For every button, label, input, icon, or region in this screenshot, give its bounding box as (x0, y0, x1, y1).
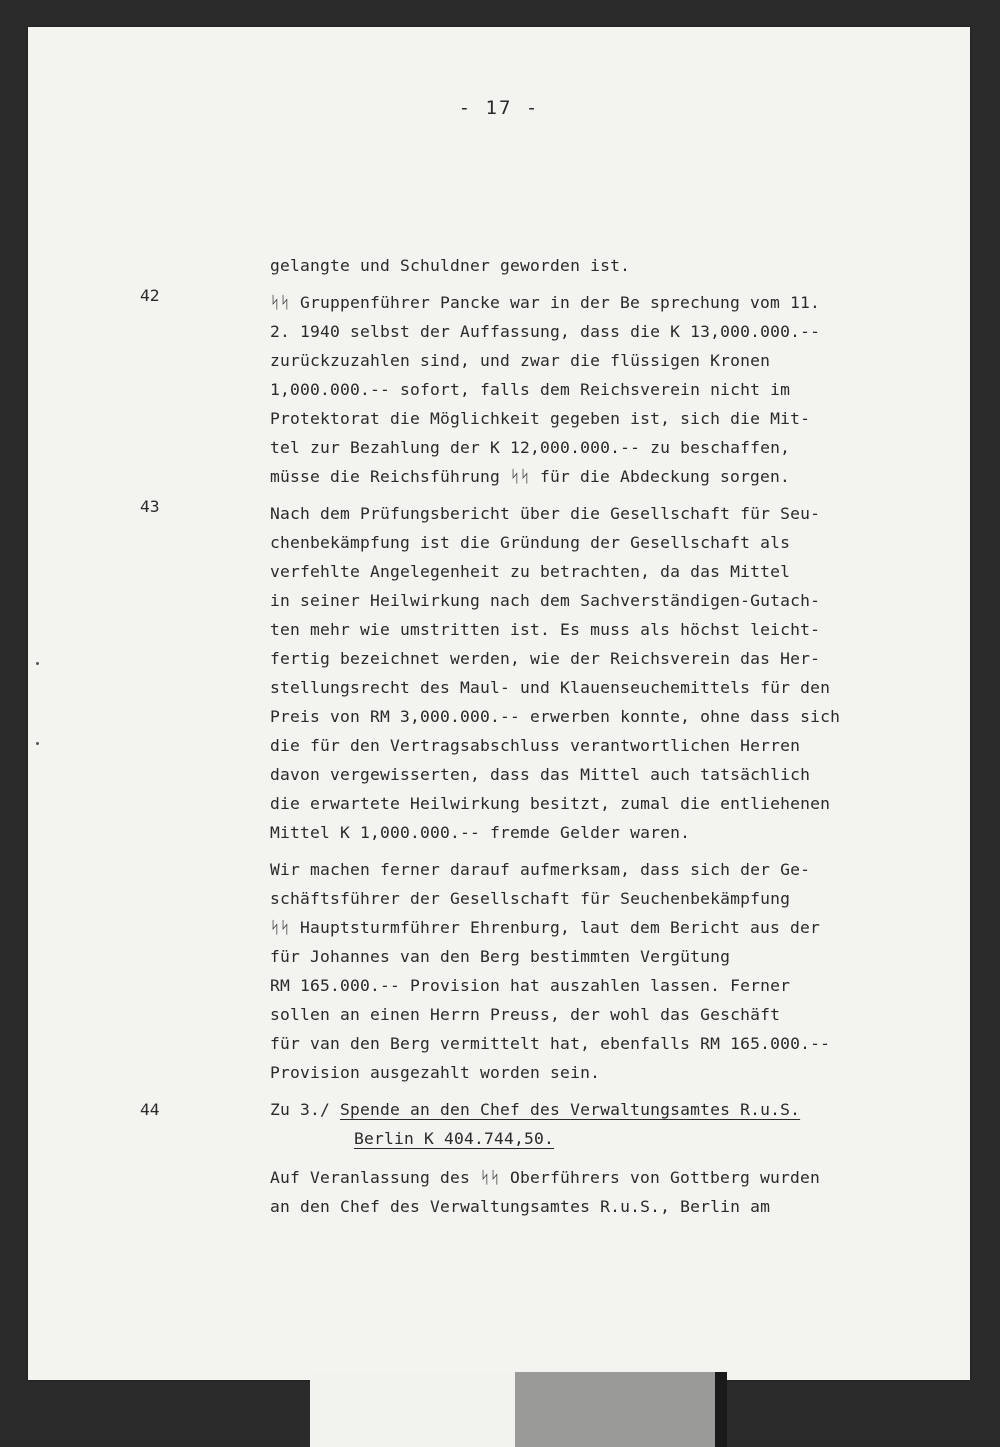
text-line: müsse die Reichsführung ᛋᛋ für die Abdeckung sorgen. (270, 467, 791, 486)
calibration-strip-gray (515, 1372, 715, 1447)
section-heading-44 (270, 1095, 960, 1153)
text-line: verfehlte Angelegenheit zu betrachten, da das Mittel (270, 562, 791, 581)
text-line: Auf Veranlassung des ᛋᛋ Oberführers von Gottberg wurden (270, 1168, 821, 1187)
text-line: in seiner Heilwirkung nach dem Sachverständigen-Gutach- (270, 591, 821, 610)
calibration-strip-white (310, 1372, 515, 1447)
text-line: Provision ausgezahlt worden sein. (270, 1063, 601, 1082)
heading-prefix: Zu 3./ (270, 1100, 341, 1119)
text-line: an den Chef des Verwaltungsamtes R.u.S., Berlin am (270, 1197, 771, 1216)
text-line: fertig bezeichnet werden, wie der Reichsverein das Her- (270, 649, 821, 668)
calibration-strip-black (715, 1372, 727, 1447)
paragraph-continuation (270, 251, 960, 280)
text-line: 2. 1940 selbst der Auffassung, dass die K 13,000.000.-- (270, 322, 821, 341)
text-line: ten mehr wie umstritten ist. Es muss als höchst leicht- (270, 620, 821, 639)
text-line: ᛋᛋ Gruppenführer Pancke war in der Be sprechung vom 11. (270, 293, 821, 312)
text-line: die erwartete Heilwirkung besitzt, zumal die entliehenen (270, 794, 831, 813)
paper-mark (36, 662, 39, 665)
text-line: RM 165.000.-- Provision hat auszahlen lassen. Ferner (270, 976, 791, 995)
text-line: für Johannes van den Berg bestimmten Vergütung (270, 947, 731, 966)
text-line: stellungsrecht des Maul- und Klauenseuchemittels für den (270, 678, 831, 697)
text-line: sollen an einen Herrn Preuss, der wohl das Geschäft (270, 1005, 781, 1024)
text-line: Nach dem Prüfungsbericht über die Gesellschaft für Seu- (270, 504, 821, 523)
text-line: Wir machen ferner darauf aufmerksam, dass sich der Ge- (270, 860, 811, 879)
paragraph-42 (270, 288, 960, 491)
page-number: - 17 - (458, 97, 540, 119)
text-line: Mittel K 1,000.000.-- fremde Gelder waren. (270, 823, 691, 842)
text-line: für van den Berg vermittelt hat, ebenfalls RM 165.000.-- (270, 1034, 831, 1053)
text-line: davon vergewisserten, dass das Mittel auch tatsächlich (270, 765, 811, 784)
text-line: Preis von RM 3,000.000.-- erwerben konnte, ohne dass sich (270, 707, 841, 726)
text-line: zurückzuzahlen sind, und zwar die flüssigen Kronen (270, 351, 771, 370)
paper-mark (36, 742, 39, 745)
text-line: schäftsführer der Gesellschaft für Seuchenbekämpfung (270, 889, 791, 908)
text-line: 1,000.000.-- sofort, falls dem Reichsverein nicht im (270, 380, 791, 399)
paragraph-43 (270, 499, 960, 847)
margin-number-42: 42 (140, 286, 160, 305)
document-page (28, 27, 970, 1380)
text-line: die für den Vertragsabschluss verantwortlichen Herren (270, 736, 801, 755)
heading-title-line-1: Spende an den Chef des Verwaltungsamtes R.u.S. (340, 1100, 801, 1119)
document-body (270, 251, 960, 1229)
text-line: chenbekämpfung ist die Gründung der Gesellschaft als (270, 533, 791, 552)
margin-number-44: 44 (140, 1100, 160, 1119)
text-line: Protektorat die Möglichkeit gegeben ist, sich die Mit- (270, 409, 811, 428)
heading-title-line-2: Berlin K 404.744,50. (354, 1129, 555, 1148)
margin-number-43: 43 (140, 497, 160, 516)
paragraph-43-continued (270, 855, 960, 1087)
paragraph-44 (270, 1163, 960, 1221)
text-line: gelangte und Schuldner geworden ist. (270, 256, 631, 275)
text-line: ᛋᛋ Hauptsturmführer Ehrenburg, laut dem Bericht aus der (270, 918, 821, 937)
text-line: tel zur Bezahlung der K 12,000.000.-- zu beschaffen, (270, 438, 791, 457)
